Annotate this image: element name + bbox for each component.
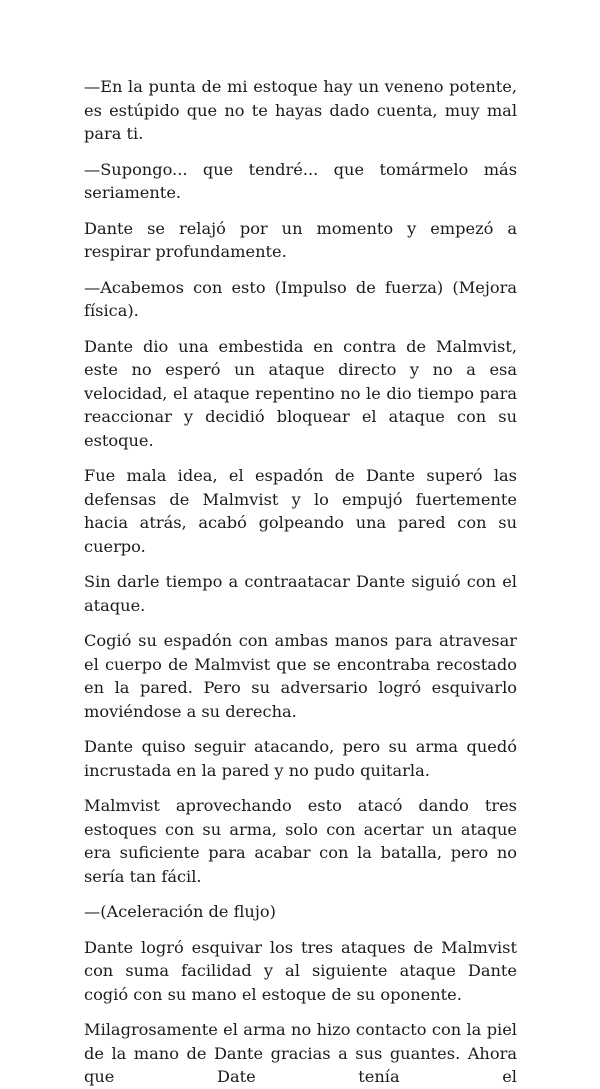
paragraph-7: Sin darle tiempo a contraatacar Dante siguió con el ataque. (84, 572, 517, 615)
paragraph-3: Dante se relajó por un momento y empezó a respirar profundamente. (84, 218, 517, 261)
paragraph-9: Dante quiso seguir atacando, pero su arma quedó incrustada en la pared y no pudo quitarla. (84, 737, 517, 780)
paragraph-6: Fue mala idea, el espadón de Dante superó las defensas de Malmvist y lo empujó fuertemente hacia atrás, acabó golpeando una pared con su cuerpo. (84, 466, 517, 556)
paragraph-2: —Supongo... que tendré... que tomármelo más seriamente. (84, 159, 517, 202)
paragraph-13: Milagrosamente el arma no hizo contacto con la piel de la mano de Dante gracias a sus guantes. Ahora que Date tenía el (84, 1020, 517, 1086)
paragraph-4: —Acabemos con esto (Impulso de fuerza) (Mejora física). (84, 277, 517, 320)
paragraph-5: Dante dio una embestida en contra de Malmvist, este no esperó un ataque directo y no a esa velocidad, el ataque repentino no le dio tiempo para reaccionar y decidió bloquear el ataque con su estoque. (84, 336, 517, 450)
paragraph-11: —(Aceleración de flujo) (84, 902, 276, 921)
paragraph-12: Dante logró esquivar los tres ataques de Malmvist con suma facilidad y al siguiente ataque Dante cogió con su mano el estoque de su oponente. (84, 937, 517, 1004)
paragraph-10: Malmvist aprovechando esto atacó dando tres estoques con su arma, solo con acertar un ataque era suficiente para acabar con la batalla, pero no sería tan fácil. (84, 796, 517, 886)
paragraph-8: Cogió su espadón con ambas manos para atravesar el cuerpo de Malmvist que se encontraba recostado en la pared. Pero su adversario logró esquivarlo moviéndose a su derecha. (84, 631, 517, 721)
paragraph-1: —En la punta de mi estoque hay un veneno potente, es estúpido que no te hayas dado cuenta, muy mal para ti. (84, 77, 517, 143)
page-body-text (84, 75, 517, 1089)
